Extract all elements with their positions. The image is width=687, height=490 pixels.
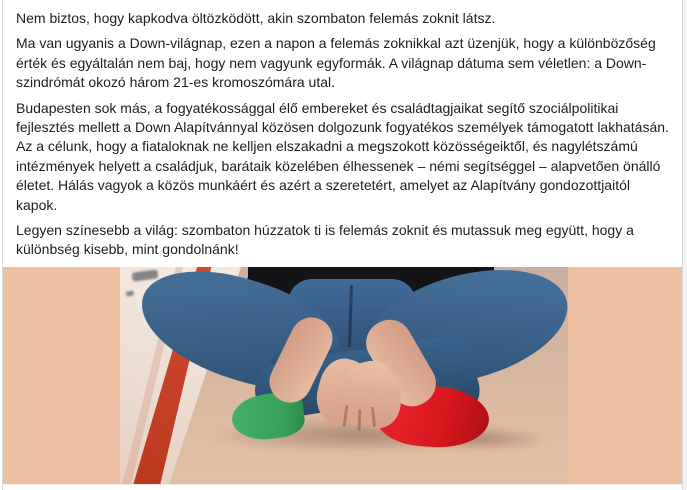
paragraph-down-world-day: Ma van ugyanis a Down-világnap, ezen a napon a felemás zoknikkal azt üzenjük, hogy a különbözőség érték és egyáltalán nem baj, hogy nem vagyunk egyformák. A világnap dátuma sem véletlen: a Down-szindrómát okozó három 21-es kromoszómára utal. — [16, 35, 656, 91]
mismatched-socks-photo[interactable] — [120, 267, 568, 484]
photo-block — [3, 267, 682, 484]
paragraph-call-to-action: Legyen színesebb a világ: szombaton húzzatok ti is felemás zoknit és mutassuk meg együtt, hogy a különbség kisebb, mint gondolnánk! — [16, 222, 634, 258]
post-content-column — [2, 0, 683, 490]
next-card-edge — [3, 484, 682, 490]
page-right-gutter — [683, 0, 687, 490]
paragraph-foundation: Budapesten sok más, a fogyatékossággal élő embereket és családtagjaikat segítő szociálpolitikai fejlesztés mellett a Down Alapítvánnyal közösen dolgozunk fogyatékos személyek támogatott lakhatásán. Az a célunk, hogy a fiataloknak ne kelljen elszakadni a megszokott közösségeiktől, és nagylétszámú intézmények helyett a családjuk, barátaik közelében élhessenek – némi segítséggel – alapvetően önálló életet. Hálás vagyok a közös munkáért és azért a szeretetért, amelyet az Alapítvány gondozottjaitól kapok. — [16, 99, 669, 213]
post-text — [3, 0, 682, 267]
paragraph-intro: Nem biztos, hogy kapkodva öltözködött, akin szombaton felemás zoknit látsz. — [16, 10, 496, 26]
